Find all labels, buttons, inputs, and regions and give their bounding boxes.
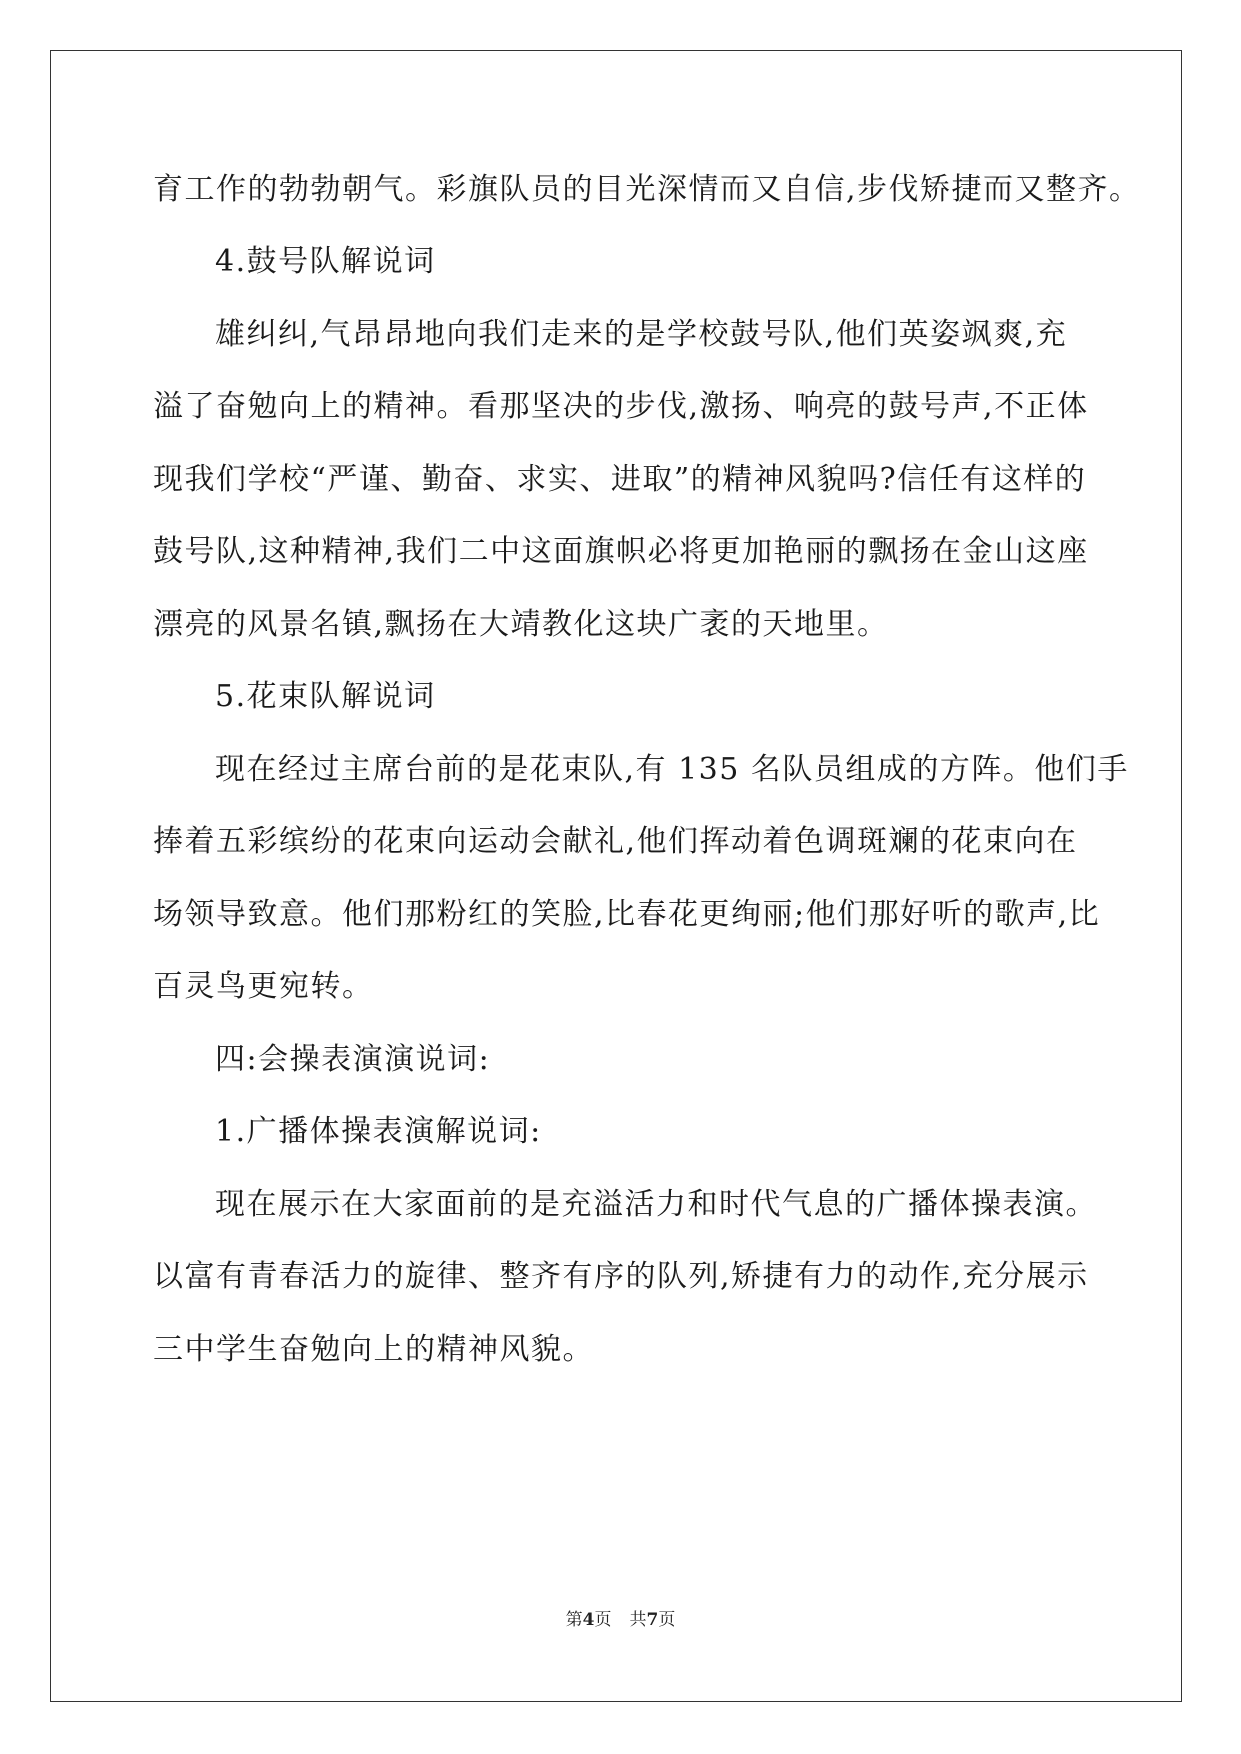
total-prefix: 共 [629,1610,647,1630]
paragraph-line: 以富有青春活力的旋律、整齐有序的队列,矫捷有力的动作,充分展示 [153,1259,1089,1294]
paragraph-line: 雄纠纠,气昂昂地向我们走来的是学校鼓号队,他们英姿飒爽,充 [215,317,1068,352]
page-border [50,50,1182,1702]
section-heading-drill-performance: 四:会操表演演说词: [215,1042,491,1077]
paragraph-line: 鼓号队,这种精神,我们二中这面旗帜必将更加艳丽的飘扬在金山这座 [153,534,1089,569]
paragraph-line: 三中学生奋勉向上的精神风貌。 [153,1332,594,1367]
current-page-number: 4 [582,1610,595,1630]
paragraph-line: 百灵鸟更宛转。 [153,969,374,1004]
total-suffix: 页 [658,1610,676,1630]
paragraph-line: 现在展示在大家面前的是充溢活力和时代气息的广播体操表演。 [215,1187,1097,1222]
paragraph-line: 场领导致意。他们那粉红的笑脸,比春花更绚丽;他们那好听的歌声,比 [153,897,1101,932]
paragraph-line: 现我们学校“严谨、勤奋、求实、进取”的精神风貌吗?信任有这样的 [153,462,1087,497]
page-prefix: 第 [565,1610,583,1630]
paragraph-line: 现在经过主席台前的是花束队,有 135 名队员组成的方阵。他们手 [215,752,1129,787]
section-heading-flower-team: 5.花束队解说词 [215,679,436,714]
paragraph-line: 捧着五彩缤纷的花束向运动会献礼,他们挥动着色调斑斓的花束向在 [153,824,1078,859]
section-heading-drum-corps: 4.鼓号队解说词 [215,244,436,279]
paragraph-line: 育工作的勃勃朝气。彩旗队员的目光深情而又自信,步伐矫捷而又整齐。 [153,172,1141,207]
section-heading-broadcast-gymnastics: 1.广播体操表演解说词: [215,1114,542,1149]
page-footer [0,1605,1241,1630]
paragraph-line: 漂亮的风景名镇,飘扬在大靖教化这块广袤的天地里。 [153,607,889,642]
page-suffix: 页 [594,1610,612,1630]
total-page-number: 7 [646,1610,659,1630]
paragraph-line: 溢了奋勉向上的精神。看那坚决的步伐,激扬、响亮的鼓号声,不正体 [153,389,1089,424]
